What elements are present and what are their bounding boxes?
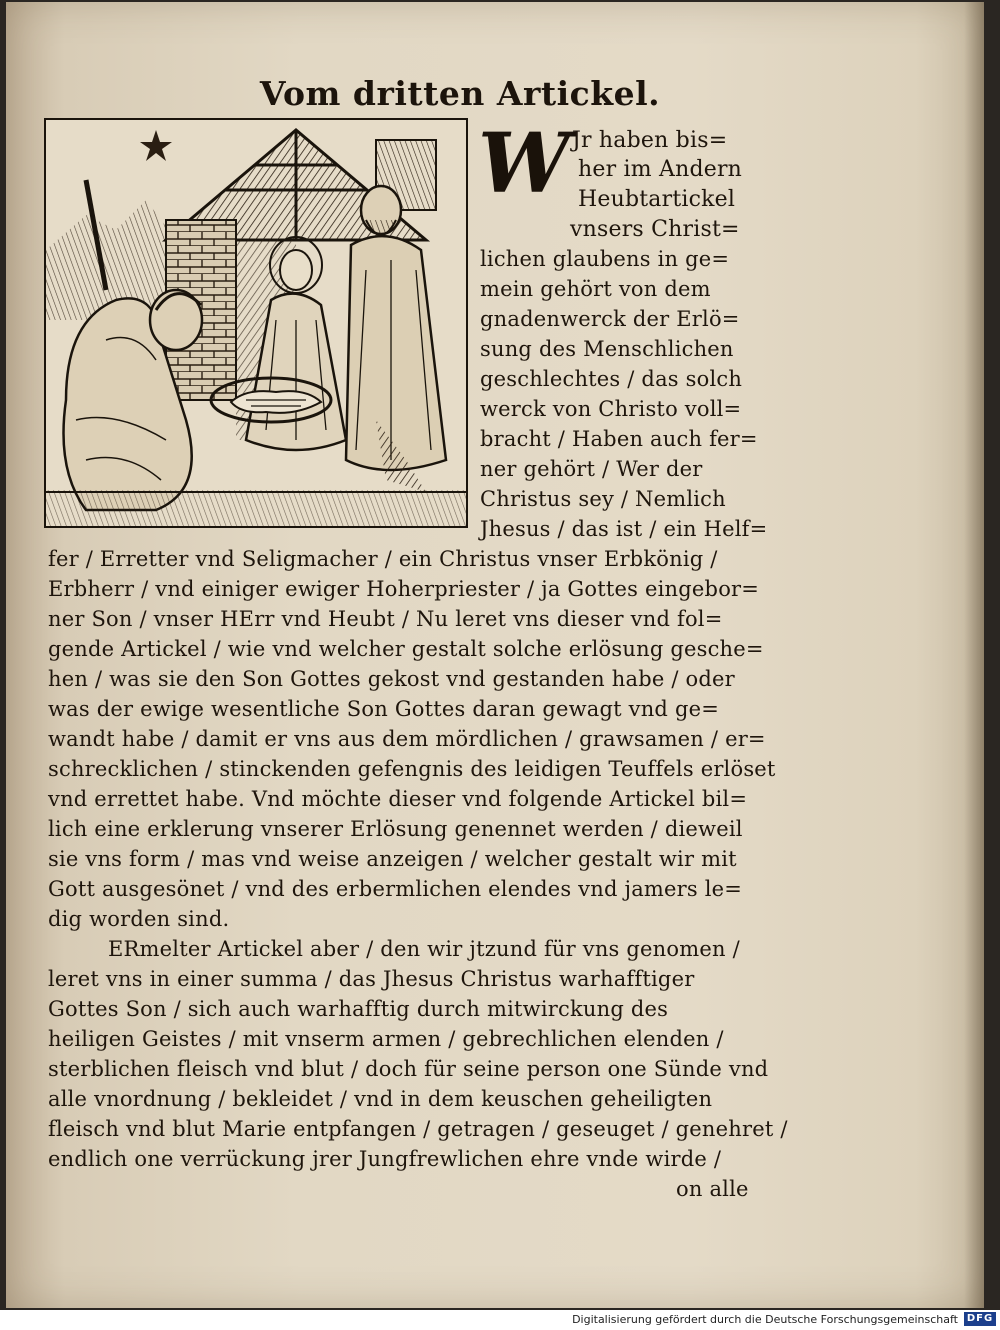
body-line: hen / was sie den Son Gottes gekost vnd gestanden habe / oder	[48, 667, 735, 691]
body-line: wandt habe / damit er vns aus dem mördlichen / grawsamen / er=	[48, 727, 766, 751]
intro-line: ner gehört / Wer der	[480, 457, 703, 481]
page-heading: Vom dritten Artickel.	[259, 74, 661, 113]
intro-line: her im Andern	[578, 157, 743, 182]
intro-line: Heubtartickel	[578, 187, 736, 212]
body-line: Gottes Son / sich auch warhafftig durch mitwirckung des	[48, 997, 669, 1021]
intro-line: mein gehört von dem	[480, 277, 711, 301]
body-line: fer / Erretter vnd Seligmacher / ein Christus vnser Erbkönig /	[48, 547, 718, 571]
intro-line: Jhesus / das ist / ein Helf=	[480, 517, 768, 541]
dfg-logo: DFG	[964, 1312, 996, 1326]
digitization-credit: Digitalisierung gefördert durch die Deutsche Forschungsgemeinschaft	[572, 1313, 958, 1326]
body-line: leret vns in einer summa / das Jhesus Christus warhafftiger	[48, 967, 695, 991]
intro-line: Christus sey / Nemlich	[480, 487, 726, 511]
body-line: Erbherr / vnd einiger ewiger Hoherpriester / ja Gottes eingebor=	[48, 577, 760, 601]
body-line: sterblichen fleisch vnd blut / doch für seine person one Sünde vnd	[48, 1057, 769, 1081]
body-line: vnd errettet habe. Vnd möchte dieser vnd folgende Artickel bil=	[48, 787, 748, 811]
intro-line: gnadenwerck der Erlö=	[480, 307, 740, 331]
page-edge-shadow	[964, 2, 984, 1308]
body-line: was der ewige wesentliche Son Gottes daran gewagt vnd ge=	[48, 697, 720, 721]
catchword: on alle	[676, 1177, 749, 1201]
intro-line: werck von Christo voll=	[480, 397, 742, 421]
body-line: Gott ausgesönet / vnd des erbermlichen elendes vnd jamers le=	[48, 877, 743, 901]
body-line: heiligen Geistes / mit vnserm armen / gebrechlichen elenden /	[48, 1027, 724, 1051]
body-line: alle vnordnung / bekleidet / vnd in dem keuschen geheiligten	[48, 1087, 713, 1111]
intro-line: sung des Menschlichen	[480, 337, 734, 361]
body-line: sie vns form / mas vnd weise anzeigen / welcher gestalt wir mit	[48, 847, 737, 871]
body-line: endlich one verrückung jrer Jungfrewlichen ehre vnde wirde /	[48, 1147, 722, 1171]
body-line: gende Artickel / wie vnd welcher gestalt solche erlösung gesche=	[48, 637, 764, 661]
body-line: schrecklichen / stinckenden gefengnis des leidigen Teuffels erlöset	[48, 757, 776, 781]
body-line: fleisch vnd blut Marie entpfangen / getragen / geseuget / genehret /	[48, 1117, 788, 1141]
body-line: ner Son / vnser HErr vnd Heubt / Nu leret vns dieser vnd fol=	[48, 607, 723, 631]
intro-line: vnsers Christ=	[570, 217, 740, 242]
intro-line: Jr haben bis=	[572, 128, 728, 153]
body-line: ERmelter Artickel aber / den wir jtzund für vns genomen /	[108, 937, 740, 961]
intro-line: bracht / Haben auch fer=	[480, 427, 758, 451]
intro-line: lichen glaubens in ge=	[480, 247, 730, 271]
nativity-woodcut-illustration	[44, 118, 468, 528]
intro-line: geschlechtes / das solch	[480, 367, 743, 391]
body-line: lich eine erklerung vnserer Erlösung genennet werden / dieweil	[48, 817, 743, 841]
drop-cap-initial: W	[478, 116, 571, 212]
body-line: dig worden sind.	[48, 907, 230, 931]
